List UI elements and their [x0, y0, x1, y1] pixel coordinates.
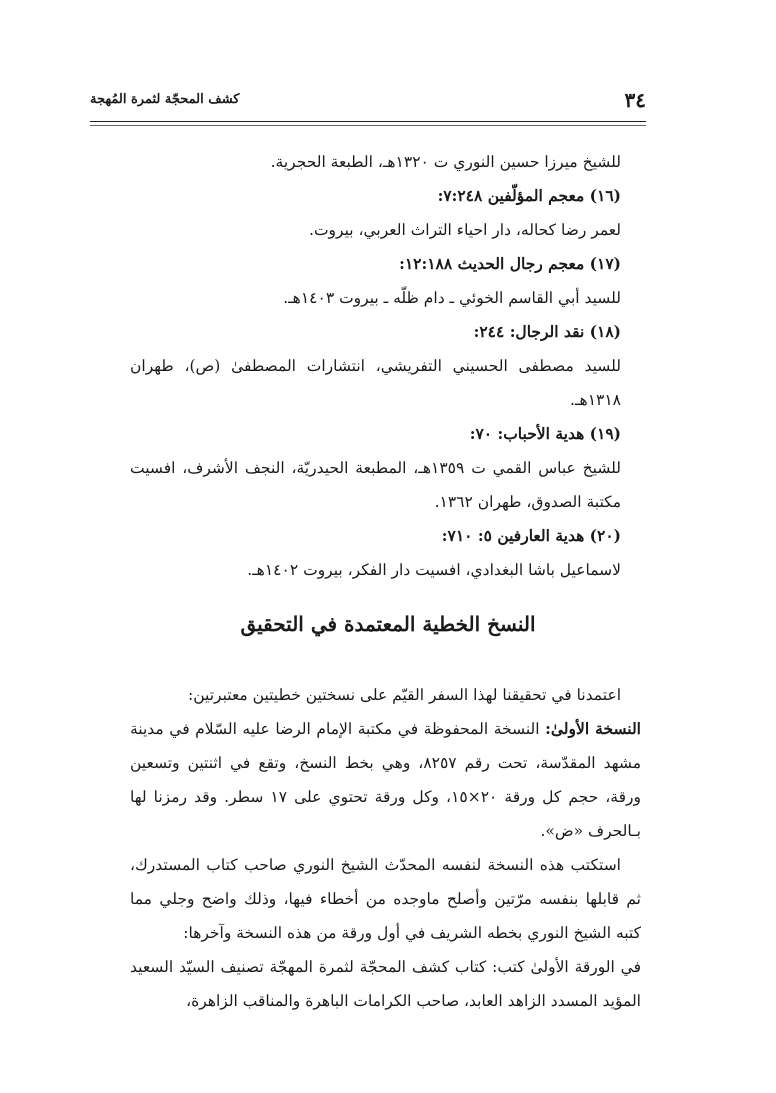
reference-20-heading: (٢٠) هدية العارفين ٥: ٧١٠:	[441, 526, 621, 545]
reference-18-source: للسيد مصطفى الحسيني التفريشي، انتشارات المصطفىٰ (ص)، طهران ١٣١٨هـ.	[130, 357, 621, 409]
header-rule	[90, 121, 646, 122]
reference-16-source: لعمر رضا كحاله، دار احياء التراث العربي، بيروت.	[309, 221, 621, 239]
reference-18-heading: (١٨) نقد الرجال: ٢٤٤:	[473, 322, 621, 341]
intro-paragraph: اعتمدنا في تحقيقنا لهذا السفر القيّم على نسختين خطيتين معتبرتين:	[188, 686, 621, 704]
first-copy-paragraph	[130, 712, 641, 848]
first-leaf-paragraph: في الورقة الأولىٰ كتب: كتاب كشف المحجّة لثمرة المهجّة تصنيف السيّد السعيد المؤيد المسدد الزاهد العابد، صاحب الكرامات الباهرة والمناقب الزاهرة،	[130, 958, 641, 1010]
section-title: النسخ الخطية المعتمدة في التحقيق	[240, 612, 536, 636]
first-copy-text: النسخة المحفوظة في مكتبة الإمام الرضا عليه السّلام في مدينة مشهد المقدّسة، تحت رقم ٨٢٥٧، وهي بخط النسخ، وتقع في اثنتين وتسعين ورقة، حجم كل ورقة ٢٠×١٥، وكل ورقة تحتوي على ١٧ سطر. وقد رمزنا لها بـالحرف «ض».	[130, 720, 641, 840]
page-header	[90, 88, 646, 118]
reference-16-heading: (١٦) معجم المؤلّفين ٧:٢٤٨:	[437, 186, 621, 205]
reference-15-source: للشيخ ميرزا حسين النوري ت ١٣٢٠هـ، الطبعة الحجرية.	[270, 153, 621, 171]
header-rule-thin	[90, 125, 646, 126]
reference-19-source: للشيخ عباس القمي ت ١٣٥٩هـ، المطبعة الحيدريّة، النجف الأشرف، افسيت مكتبة الصدوق، طهران ١٣٦٢.	[130, 459, 622, 511]
copyist-paragraph: استكتب هذه النسخة لنفسه المحدّث الشيخ النوري صاحب كتاب المستدرك، ثم قابلها بنفسه مرّتين وأصلح ماوجده من أخطاء فيها، وذلك واضح وجلي مما كتبه الشيخ النوري بخطه الشريف في أول ورقة من هذه النسخة وآخرها:	[130, 856, 641, 942]
page-number: ٣٤	[624, 88, 646, 112]
reference-20-source: لاسماعيل باشا البغدادي، افسيت دار الفكر، بيروت ١٤٠٢هـ.	[247, 561, 621, 579]
reference-list	[130, 145, 641, 587]
reference-17-heading: (١٧) معجم رجال الحديث ١٢:١٨٨:	[399, 254, 621, 273]
running-title: كشف المحجّة لثمرة المُهجة	[90, 92, 240, 107]
reference-19-heading: (١٩) هدية الأحباب: ٧٠:	[469, 424, 621, 443]
reference-17-source: للسيد أبي القاسم الخوئي ـ دام ظلّه ـ بيروت ١٤٠٣هـ.	[283, 289, 621, 307]
body-text	[130, 678, 641, 1018]
first-copy-label: النسخة الأولىٰ:	[545, 719, 641, 738]
